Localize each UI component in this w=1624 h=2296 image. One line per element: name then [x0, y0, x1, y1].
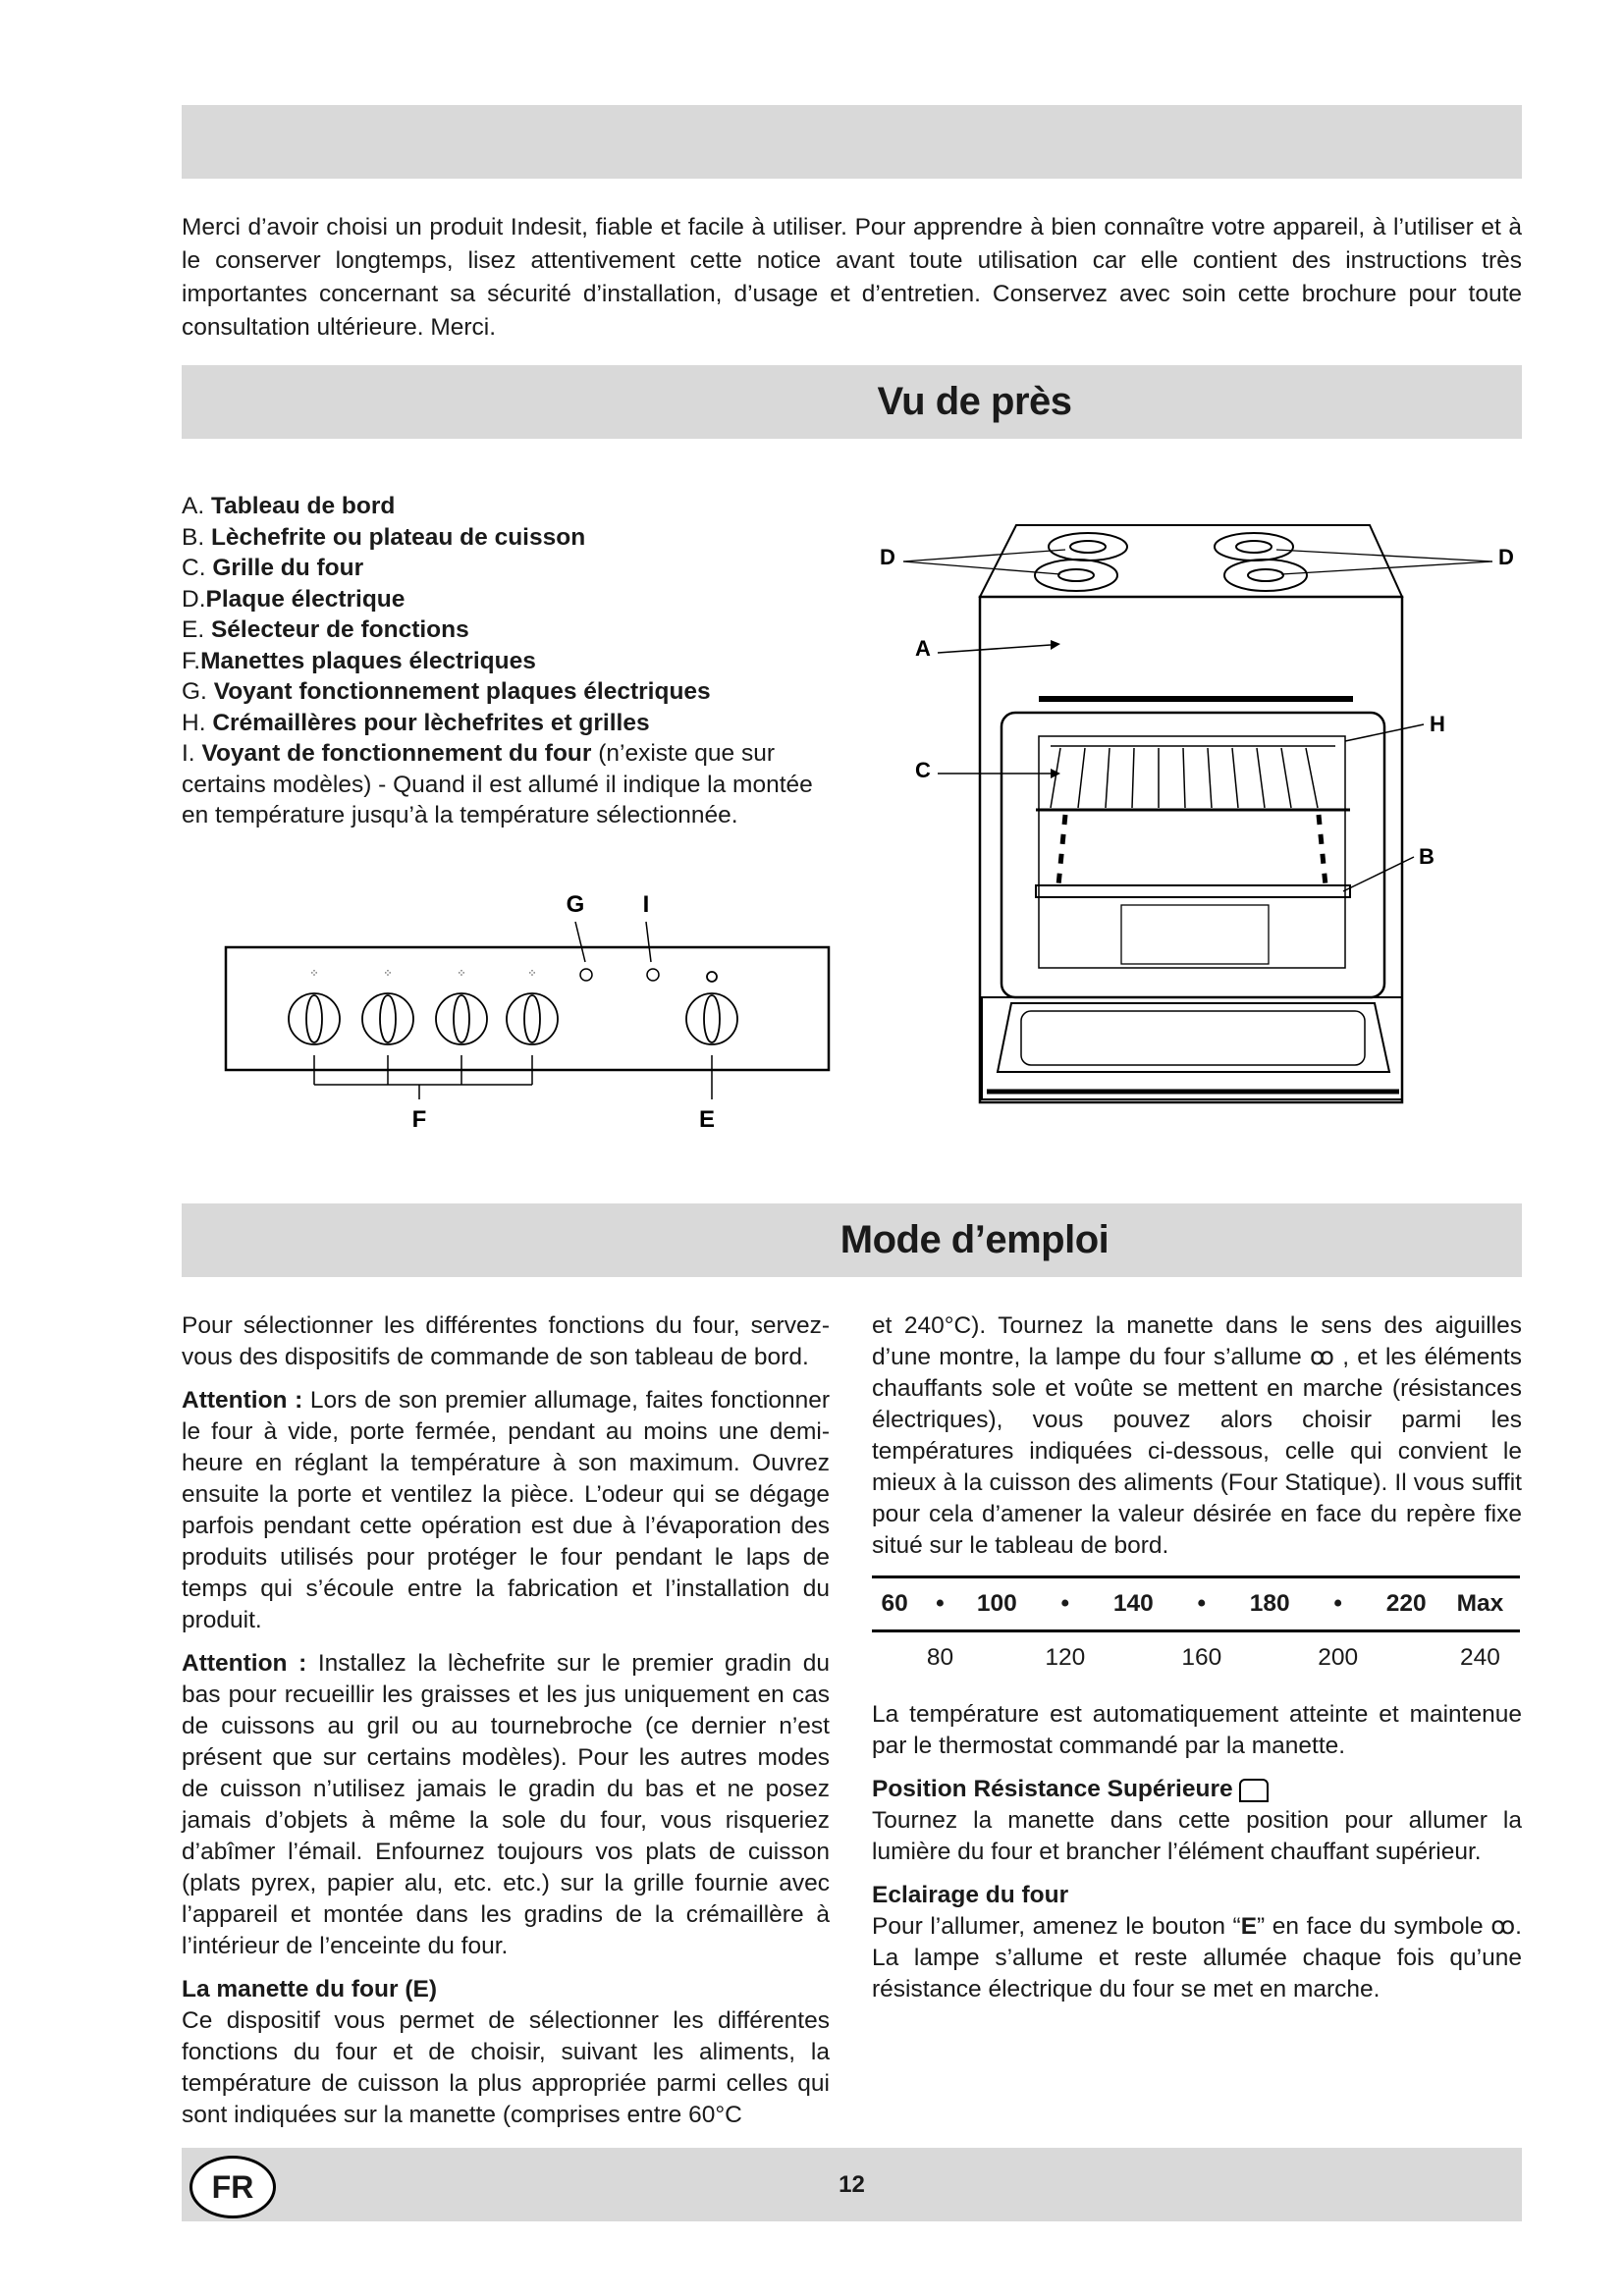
control-panel-diagram: [216, 879, 844, 1144]
label-e: E: [698, 1106, 716, 1133]
label-i: I: [642, 891, 650, 918]
temp-cell: 160: [1181, 1644, 1222, 1671]
hotplates: [1035, 533, 1307, 591]
oven-door: [982, 997, 1402, 1099]
label-h: H: [1430, 712, 1445, 736]
hotplate-knob-1: [289, 968, 340, 1044]
temperature-table: [872, 1575, 1520, 1683]
list-item: C. Grille du four: [182, 555, 364, 581]
temp-cell: 240: [1460, 1644, 1500, 1671]
subheading-eclairage: Eclairage du four: [872, 1882, 1069, 1908]
right-column: [872, 1310, 1522, 2017]
paragraph: Tournez la manette dans cette position pour allumer la lumière du four et brancher l’élément chauffant supérieur.: [872, 1807, 1522, 1865]
list-item: H. Crémaillères pour lèchefrites et grilles: [182, 709, 650, 736]
paragraph: Attention : Lors de son premier allumage, faites fonctionner le four à vide, porte fermée, pendant au moins une demi-heure en réglant la température à son maximum. Ouvrez ensuite la porte et ventilez la pièce. L’odeur qui se dégage parfois pendant cette opération est due à l’évaporation des produits utilisés pour protéger le four pendant le laps de temps qui s’écoule entre la fabrication et l’installation du produit.: [182, 1387, 830, 1633]
paragraph: La température est automatiquement atteinte et maintenue par le thermostat commandé par la manette.: [872, 1701, 1522, 1759]
top-heating-icon: [1239, 1779, 1269, 1802]
temp-cell: 140: [1100, 1577, 1167, 1631]
list-item: D.Plaque électrique: [182, 585, 406, 613]
label-c: C: [915, 758, 931, 782]
list-item: B. Lèchefrite ou plateau de cuisson: [182, 523, 586, 551]
list-item: E. Sélecteur de fonctions: [182, 616, 469, 643]
hotplate-knob-3: [436, 968, 487, 1044]
oven-function-knob: [686, 972, 737, 1044]
section-header-mode-emploi: [182, 1203, 1522, 1277]
temp-cell: 80: [926, 1644, 954, 1671]
temp-cell: Max: [1440, 1577, 1520, 1631]
section-title-vu-de-pres: Vu de près: [877, 380, 1072, 423]
oven-diagram: [864, 520, 1522, 1119]
hotplate-knob-2: [362, 968, 413, 1044]
language-badge: FR: [189, 2156, 276, 2218]
header-bar: [182, 105, 1522, 179]
left-column: [182, 1310, 830, 2143]
subheading-position: Position Résistance Supérieure: [872, 1774, 1522, 1805]
temp-cell: 100: [963, 1577, 1031, 1631]
paragraph: et 240°C). Tournez la manette dans le sens des aiguilles d’une montre, la lampe du four s’allume ꝏ , et les éléments chauffants sole et voûte se mettent en marche (résistances électriques), vous pouvez alors choisir parmi les températures indiquées ci-dessous, celle qui convient le mieux à la cuisson des aliments (Four Statique). Il vous suffit pour cela d’amener la valeur désirée en face du repère fixe situé sur le tableau de bord.: [872, 1312, 1522, 1559]
hotplate-knob-4: [507, 968, 558, 1044]
list-item: I. Voyant de fonctionnement du four (n’existe que sur certains modèles) - Quand il est allumé il indique la montée en température jusqu’à la température sélectionnée.: [182, 740, 813, 828]
svg-text:⁘: ⁘: [309, 968, 319, 980]
drip-pan: [1036, 885, 1350, 897]
label-d-right: D: [1498, 545, 1514, 569]
svg-text:⁘: ⁘: [527, 968, 537, 980]
svg-text:⁘: ⁘: [457, 968, 466, 980]
label-b: B: [1419, 844, 1435, 869]
subheading-manette: La manette du four (E): [182, 1976, 437, 2002]
list-item: G. Voyant fonctionnement plaques électriques: [182, 678, 711, 705]
temp-cell: •: [917, 1577, 962, 1631]
temp-cell: •: [1304, 1577, 1372, 1631]
intro-paragraph: Merci d’avoir choisi un produit Indesit, fiable et facile à utiliser. Pour apprendre à bien connaître votre appareil, à l’utiliser et à le conserver longtemps, lisez attentivement cette notice avant toute utilisation car elle contient des instructions très importantes concernant sa sécurité d’installation, d’usage et d’entretien. Conservez avec soin cette brochure pour toute consultation ultérieure. Merci.: [182, 214, 1522, 341]
section-title-mode-emploi: Mode d’emploi: [839, 1218, 1110, 1261]
paragraph: Attention : Installez la lèchefrite sur le premier gradin du bas pour recueillir les graisses et les jus uniquement en cas de cuissons au gril ou au tournebroche (ce dernier n’est présent que sur certains modèles). Pour les autres modes de cuisson n’utilisez jamais le gradin du bas et ne posez jamais d’objets à même la sole du four, vous risqueriez d’abîmer l’émail. Enfournez toujours vos plats de cuisson (plats pyrex, papier alu, etc. etc.) sur la grille fournie avec l’appareil et montée dans les gradins de la crémaillère à l’intérieur de l’enceinte du four.: [182, 1650, 830, 1959]
oven-rack: [1036, 746, 1350, 810]
temp-cell: 60: [872, 1577, 917, 1631]
page-number: 12: [839, 2171, 865, 2198]
label-d-left: D: [880, 545, 895, 569]
lamp-icon: ꝏ: [1310, 1344, 1334, 1370]
temp-cell: 180: [1236, 1577, 1304, 1631]
plate-indicator-light: [580, 969, 592, 981]
temp-cell: •: [1167, 1577, 1235, 1631]
section-header-vu-de-pres: [182, 365, 1522, 439]
label-a: A: [915, 636, 931, 661]
lamp-icon: ꝏ: [1490, 1913, 1516, 1940]
oven-indicator-light: [647, 969, 659, 981]
label-g: G: [566, 891, 585, 918]
footer-bar: [182, 2148, 1522, 2221]
list-item: F.Manettes plaques électriques: [182, 647, 536, 674]
components-list: [182, 491, 830, 831]
label-f: F: [411, 1106, 427, 1133]
paragraph: Pour l’allumer, amenez le bouton “E” en face du symbole ꝏ. La lampe s’allume et reste allumée chaque fois qu’une résistance électrique du four se met en marche.: [872, 1913, 1522, 2002]
temp-cell: 200: [1318, 1644, 1359, 1671]
temp-cell: •: [1031, 1577, 1099, 1631]
svg-text:⁘: ⁘: [383, 968, 393, 980]
temp-cell: 220: [1372, 1577, 1439, 1631]
paragraph: Ce dispositif vous permet de sélectionner les différentes fonctions du four et de choisir, suivant les aliments, la température de cuisson la plus appropriée parmi celles qui sont indiquées sur la manette (comprises entre 60°C: [182, 2007, 830, 2128]
list-item: A. Tableau de bord: [182, 493, 396, 519]
paragraph: Pour sélectionner les différentes fonctions du four, servez-vous des dispositifs de commande de son tableau de bord.: [182, 1312, 830, 1370]
temp-cell: 120: [1045, 1644, 1086, 1671]
